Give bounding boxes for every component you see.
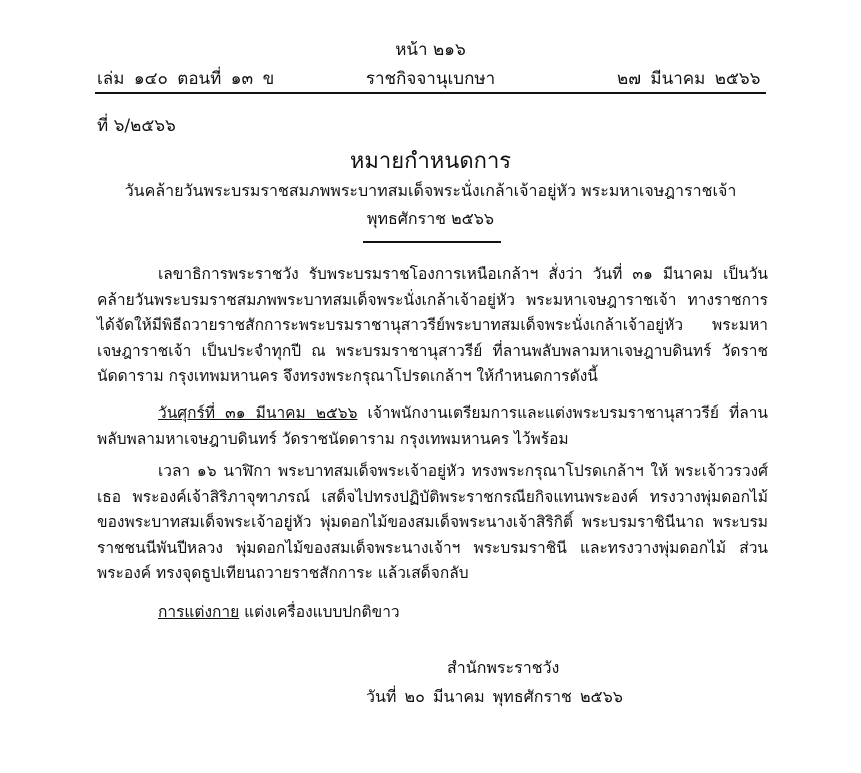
publication-name: ราชกิจจานุเบกษา xyxy=(365,69,496,89)
attire-label: การแต่งกาย xyxy=(158,603,240,621)
document-number: ที่ ๖/๒๕๖๖ xyxy=(97,116,176,136)
volume-issue: เล่ม ๑๔๐ ตอนที่ ๑๓ ข xyxy=(97,69,275,89)
document-subtitle-line2: พุทธศักราช ๒๕๖๖ xyxy=(366,209,495,228)
attire-text: แต่งเครื่องแบบปกติขาว xyxy=(239,603,400,621)
signature-date: วันที่ ๒๐ มีนาคม พุทธศักราช ๒๕๖๖ xyxy=(366,687,623,706)
paragraph-preparation xyxy=(97,401,768,452)
preparation-text: เจ้าพนักงานเตรียมการและแต่งพระบรมราชานุสาวรีย์ ที่ลานพลับพลามหาเจษฎาบดินทร์ วัดราชนัดดาราม กรุงเทพมหานคร ไว้พร้อม xyxy=(97,404,768,448)
paragraph-announcement: เลขาธิการพระราชวัง รับพระบรมราชโองการเหนือเกล้าฯ สั่งว่า วันที่ ๓๑ มีนาคม เป็นวันคล้ายวันพระบรมราชสมภพพระบาทสมเด็จพระนั่งเกล้าเจ้าอยู่หัว พระมหาเจษฎาราชเจ้า ทางราชการได้จัดให้มีพิธีถวายราชสักการะพระบรมราชานุสาวรีย์พระบาทสมเด็จพระนั่งเกล้าเจ้าอยู่หัว พระมหาเจษฎาราชเจ้า เป็นประจำทุกปี ณ พระบรมราชานุสาวรีย์ ที่ลานพลับพลามหาเจษฎาบดินทร์ วัดราชนัดดาราม กรุงเทพมหานคร จึงทรงพระกรุณาโปรดเกล้าฯ ให้กำหนดการดังนี้ xyxy=(97,265,768,386)
signature-office: สำนักพระราชวัง xyxy=(447,658,560,677)
document-title: หมายกำหนดการ xyxy=(349,149,512,174)
paragraph-ceremony: เวลา ๑๖ นาฬิกา พระบาทสมเด็จพระเจ้าอยู่หัว ทรงพระกรุณาโปรดเกล้าฯ ให้ พระเจ้าวรวงศ์เธอ พระองค์เจ้าสิริภาจุฑาภรณ์ เสด็จไปทรงปฏิบัติพระราชกรณียกิจแทนพระองค์ ทรงวางพุ่มดอกไม้ ของพระบาทสมเด็จพระเจ้าอยู่หัว พุ่มดอกไม้ของสมเด็จพระนางเจ้าสิริกิติ์ พระบรมราชินีนาถ พระบรมราชชนนีพันปีหลวง พุ่มดอกไม้ของสมเด็จพระนางเจ้าฯ พระบรมราชินี และทรงวางพุ่มดอกไม้ ส่วนพระองค์ ทรงจุดธูปเทียนถวายราชสักการะ แล้วเสด็จกลับ xyxy=(97,462,768,583)
paragraph-attire xyxy=(97,600,768,626)
title-divider xyxy=(363,241,501,243)
event-date: วันศุกร์ที่ ๓๑ มีนาคม ๒๕๖๖ xyxy=(158,404,358,422)
publication-date: ๒๗ มีนาคม ๒๕๖๖ xyxy=(617,69,761,89)
header-divider xyxy=(95,92,766,94)
page-number: หน้า ๒๑๖ xyxy=(395,40,466,60)
document-subtitle-line1: วันคล้ายวันพระบรมราชสมภพพระบาทสมเด็จพระนั่งเกล้าเจ้าอยู่หัว พระมหาเจษฎาราชเจ้า xyxy=(124,181,737,200)
